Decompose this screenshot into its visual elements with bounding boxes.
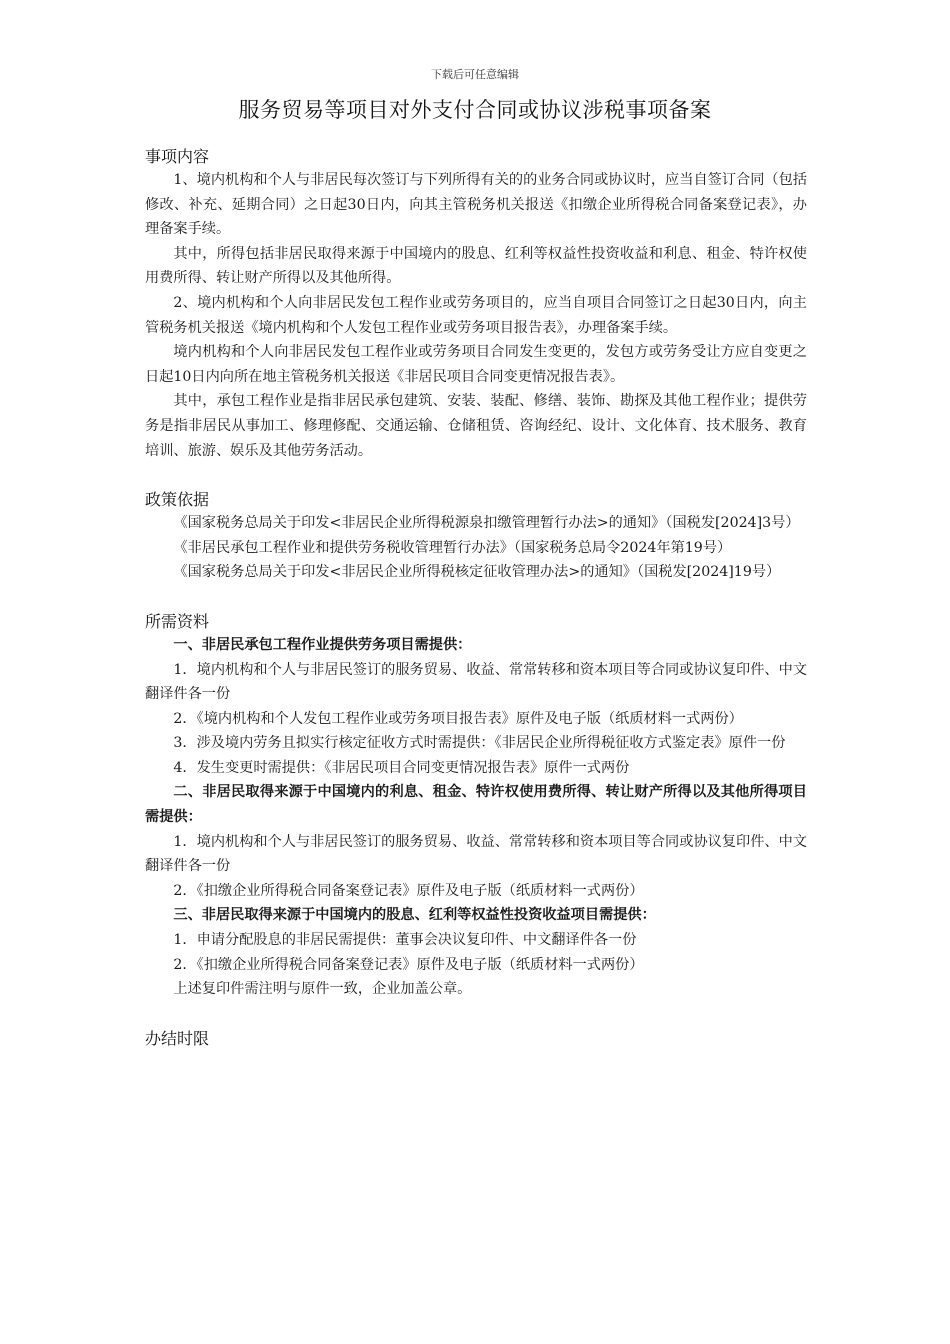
section-spacer: [145, 585, 807, 611]
materials-item: 4．发生变更时需提供：《非居民项目合同变更情况报告表》原件一式两份: [173, 759, 630, 776]
document-body: [145, 146, 807, 1050]
content-paragraph: 2、境内机构和个人向非居民发包工程作业或劳务项目的，应当自项目合同签订之日起30日内，向主管税务机关报送《境内机构和个人发包工程作业或劳务项目报告表》，办理备案手续。: [145, 294, 807, 336]
section-heading-policy: 政策依据: [145, 490, 210, 510]
content-paragraph: 1、境内机构和个人与非居民每次签订与下列所得有关的的业务合同或协议时，应当自签订合同（包括修改、补充、延期合同）之日起30日内，向其主管税务机关报送《扣缴企业所得税合同备案登记表》，办理备案手续。: [145, 172, 807, 238]
section-heading-content: 事项内容: [145, 147, 210, 166]
content-paragraph: 其中，承包工程作业是指非居民承包建筑、安装、装配、修缮、装饰、勘探及其他工程作业；提供劳务是指非居民从事加工、修理修配、交通运输、仓储租赁、咨询经纪、设计、文化体育、技术服务、教育培训、旅游、娱乐及其他劳务活动。: [145, 393, 807, 459]
policy-paragraph: 《非居民承包工程作业和提供劳务税收管理暂行办法》（国家税务总局令2024年第19号）: [173, 539, 732, 556]
materials-item: 2．《扣缴企业所得税合同备案登记表》原件及电子版（纸质材料一式两份）: [173, 956, 644, 973]
policy-paragraph: 《国家税务总局关于印发<非居民企业所得税源泉扣缴管理暂行办法>的通知》（国税发[2024]3号）: [173, 515, 800, 532]
materials-group-title: 一、非居民承包工程作业提供劳务项目需提供：: [173, 636, 472, 653]
content-paragraph: 其中，所得包括非居民取得来源于中国境内的股息、红利等权益性投资收益和利息、租金、特许权使用费所得、转让财产所得以及其他所得。: [145, 245, 807, 287]
document-title: 服务贸易等项目对外支付合同或协议涉税事项备案: [238, 98, 712, 122]
watermark-text: 下载后可任意编辑: [431, 68, 519, 81]
materials-item: 1．境内机构和个人与非居民签订的服务贸易、收益、常常转移和资本项目等合同或协议复印件、中文翻译件各一份: [145, 833, 807, 875]
section-policy: [145, 489, 807, 585]
materials-item: 1．申请分配股息的非居民需提供：董事会决议复印件、中文翻译件各一份: [173, 932, 637, 949]
section-spacer: [145, 1002, 807, 1028]
section-spacer: [145, 463, 807, 489]
materials-item: 3．涉及境内劳务且拟实行核定征收方式时需提供：《非居民企业所得税征收方式鉴定表》原件一份: [173, 735, 786, 752]
materials-note: 上述复印件需注明与原件一致，企业加盖公章。: [173, 981, 472, 998]
section-materials: [145, 611, 807, 1002]
policy-paragraph: 《国家税务总局关于印发<非居民企业所得税核定征收管理办法>的通知》（国税发[2024]19号）: [173, 564, 781, 581]
materials-item: 2．《境内机构和个人发包工程作业或劳务项目报告表》原件及电子版（纸质材料一式两份）: [173, 710, 743, 727]
materials-group-title: 二、非居民取得来源于中国境内的利息、租金、特许权使用费所得、转让财产所得以及其他所得项目需提供：: [145, 784, 807, 826]
section-heading-deadline: 办结时限: [145, 1028, 210, 1048]
content-paragraph: 境内机构和个人向非居民发包工程作业或劳务项目合同发生变更的，发包方或劳务受让方应自变更之日起10日内向所在地主管税务机关报送《非居民项目合同变更情况报告表》。: [145, 344, 807, 385]
section-deadline: [145, 1028, 807, 1050]
section-content: [145, 146, 807, 463]
section-heading-materials: 所需资料: [145, 611, 210, 631]
materials-item: 2．《扣缴企业所得税合同备案登记表》原件及电子版（纸质材料一式两份）: [173, 882, 644, 899]
materials-group-title: 三、非居民取得来源于中国境内的股息、红利等权益性投资收益项目需提供：: [173, 907, 656, 924]
materials-item: 1．境内机构和个人与非居民签订的服务贸易、收益、常常转移和资本项目等合同或协议复印件、中文翻译件各一份: [145, 661, 807, 703]
